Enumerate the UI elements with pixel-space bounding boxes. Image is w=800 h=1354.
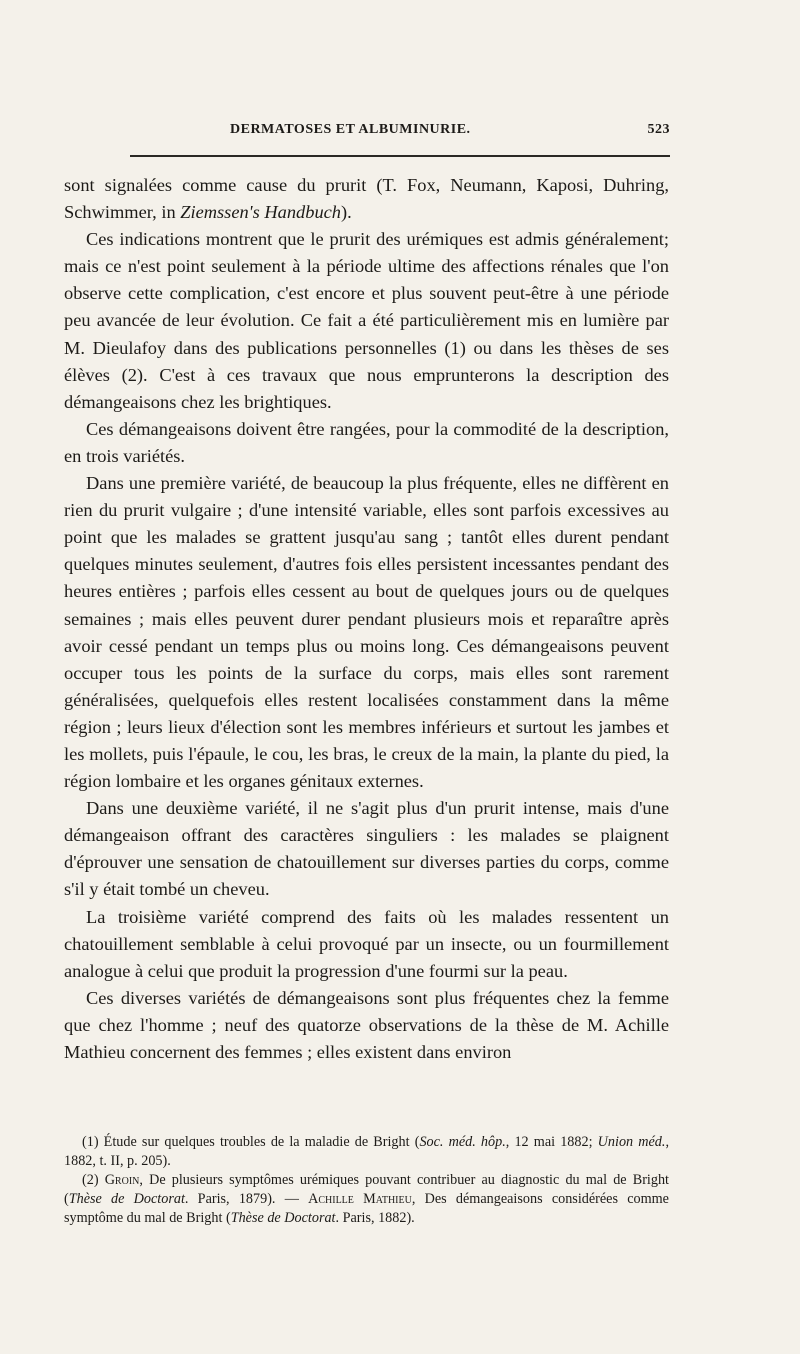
page-number: 523 — [647, 122, 670, 137]
footnote: (1) Étude sur quelques troubles de la maladie de Bright (Soc. méd. hôp., 12 mai 1882; Union méd., 1882, t. II, p. 205). — [64, 1134, 669, 1169]
paragraph: Ces indications montrent que le prurit des urémiques est admis généralement; mais ce n'est point seulement à la période ultime des affections rénales que l'on observe cette complication, c'est encore et plus souvent peut-être à une période peu avancée de leur évolution. Ce fait a été particulièrement mis en lumière par M. Dieulafoy dans des publications personnelles (1) ou dans les thèses de ses élèves (2). C'est à ces travaux que nous emprunterons la description des démangeaisons chez les brightiques. — [64, 229, 669, 412]
paragraph: La troisième variété comprend des faits où les malades ressentent un chatouillement semblable à celui provoqué par un insecte, ou un fourmillement analogue à celui que produit la progression d'une fourmi sur la peau. — [64, 906, 669, 981]
paragraph: Dans une deuxième variété, il ne s'agit plus d'un prurit intense, mais d'une démangeaison offrant des caractères singuliers : les malades se plaignent d'éprouver une sensation de chatouillement sur diverses parties du corps, comme s'il y était tombé un cheveu. — [64, 798, 669, 900]
running-header — [130, 122, 670, 138]
running-title: DERMATOSES ET ALBUMINURIE. — [230, 122, 471, 137]
paragraph: sont signalées comme cause du prurit (T. Fox, Neumann, Kaposi, Duhring, Schwimmer, in Ziemssen's Handbuch). — [64, 175, 669, 223]
header-rule — [130, 155, 670, 157]
paragraph: Dans une première variété, de beaucoup la plus fréquente, elles ne diffèrent en rien du prurit vulgaire ; d'une intensité variable, elles sont parfois excessives au point que les malades se grattent jusqu'au sang ; tantôt elles durent pendant quelques minutes seulement, d'autres fois elles persistent incessantes pendant des heures entières ; parfois elles cessent au bout de quelques jours ou de quelques semaines ; mais elles peuvent durer pendant plusieurs mois et reparaître après avoir cessé pendant un temps plus ou moins long. Ces démangeaisons peuvent occuper tous les points de la surface du corps, mais elles sont rarement généralisées, quelquefois elles restent localisées constamment dans la même région ; leurs lieux d'élection sont les membres inférieurs et surtout les jambes et les mollets, puis l'épaule, le cou, les bras, le creux de la main, la plante du pied, la région lombaire et les organes génitaux externes. — [64, 473, 669, 792]
footnotes — [64, 1133, 669, 1228]
footnote: (2) Groin, De plusieurs symptômes urémiques pouvant contribuer au diagnostic du mal de Bright (Thèse de Doctorat. Paris, 1879). — Achille Mathieu, Des démangeaisons considérées comme symptôme du mal de Bright (Thèse de Doctorat. Paris, 1882). — [64, 1172, 669, 1226]
paragraph: Ces diverses variétés de démangeaisons sont plus fréquentes chez la femme que chez l'homme ; neuf des quatorze observations de la thèse de M. Achille Mathieu concernent des femmes ; elles existent dans environ — [64, 987, 669, 1062]
paragraph: Ces démangeaisons doivent être rangées, pour la commodité de la description, en trois variétés. — [64, 418, 669, 466]
main-text — [64, 172, 669, 1066]
